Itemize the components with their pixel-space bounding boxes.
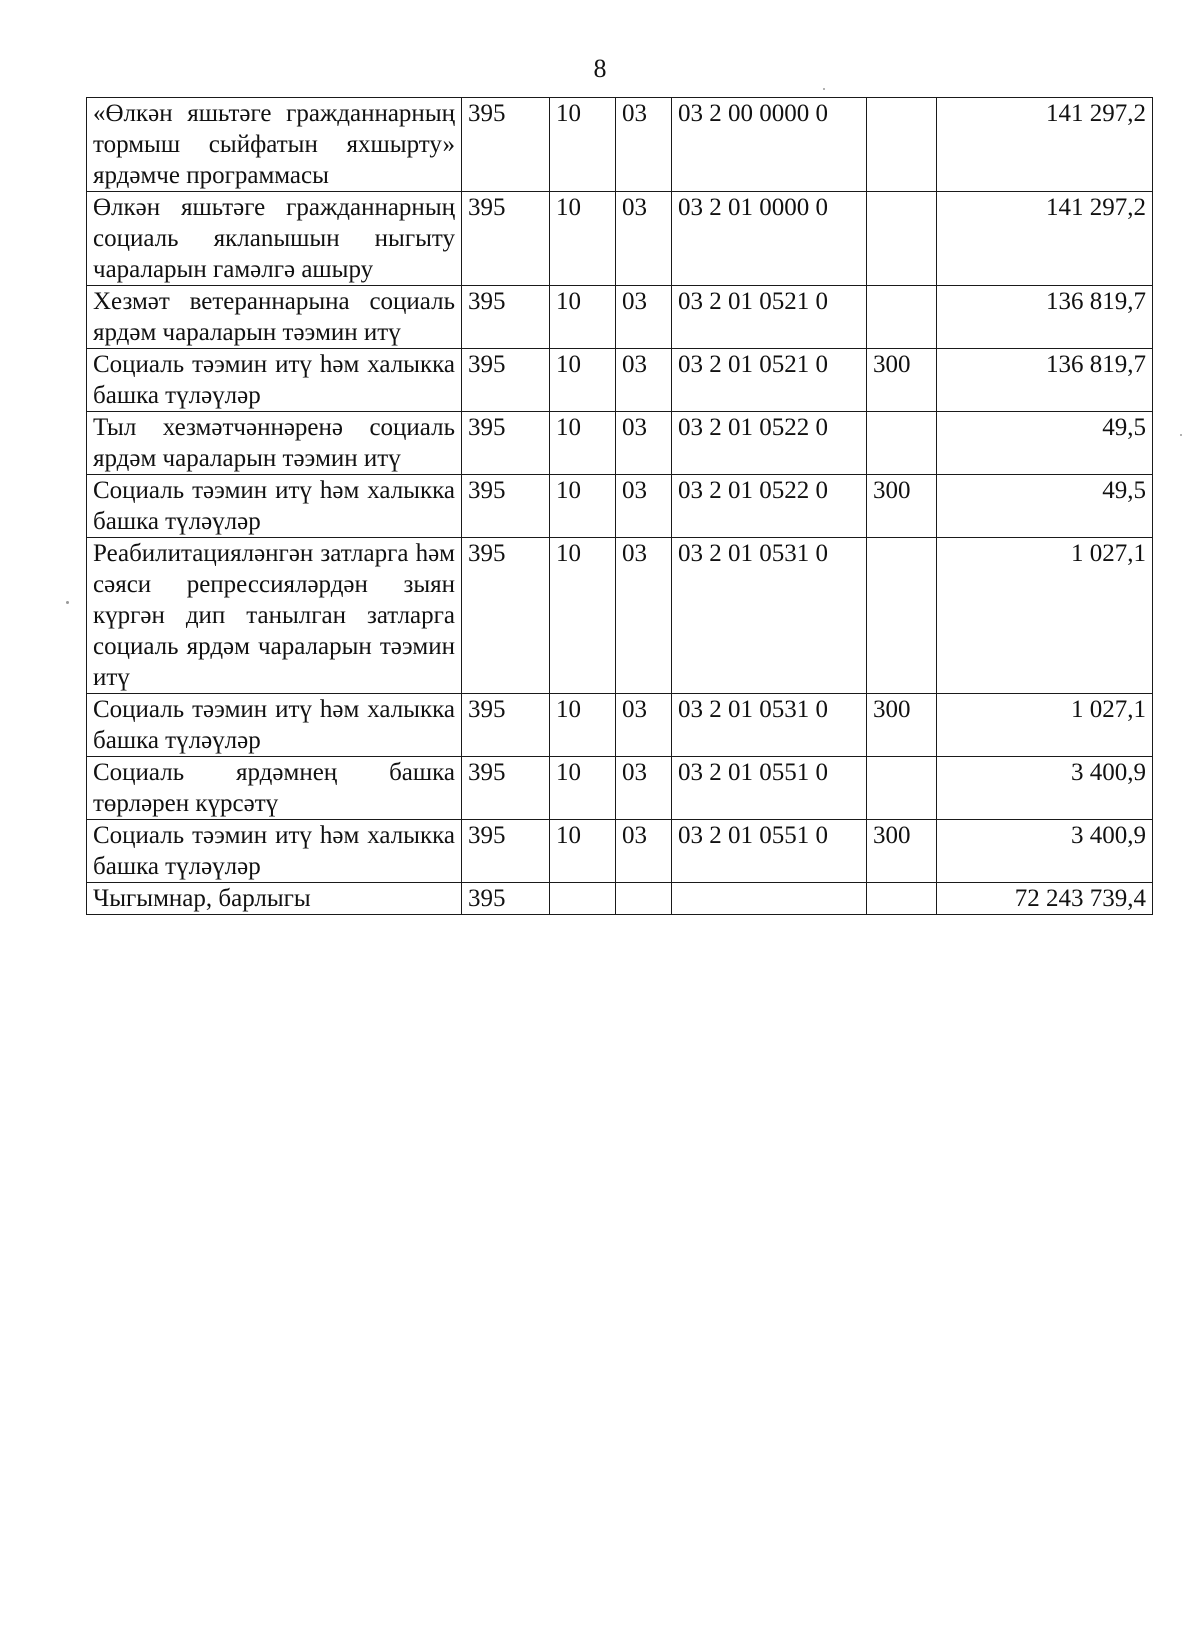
row-vedomstvo: 395 [462,820,550,883]
total-expense-type [867,883,937,915]
page-number: 8 [593,54,607,83]
row-name: Социаль ярдәмнең башка төрләрен күрсәтү [87,757,462,820]
table-row [87,98,1153,192]
total-razdel [550,883,616,915]
row-amount: 3 400,9 [937,820,1153,883]
row-target-code: 03 2 01 0521 0 [672,286,867,349]
row-vedomstvo: 395 [462,412,550,475]
row-razdel: 10 [550,820,616,883]
total-vedomstvo: 395 [462,883,550,915]
row-name: Хезмәт ветераннарына социаль ярдәм чараларын тәэмин итү [87,286,462,349]
row-podrazdel: 03 [616,286,672,349]
row-razdel: 10 [550,475,616,538]
row-podrazdel: 03 [616,475,672,538]
row-expense-type: 300 [867,694,937,757]
row-target-code: 03 2 01 0521 0 [672,349,867,412]
row-expense-type [867,538,937,694]
row-razdel: 10 [550,192,616,286]
row-target-code: 03 2 01 0531 0 [672,694,867,757]
row-podrazdel: 03 [616,694,672,757]
scan-speck [823,88,825,90]
row-vedomstvo: 395 [462,538,550,694]
row-name: Реабилитацияләнгән затларга һәм сәяси репрессияләрдән зыян күргән дип танылган затларга социаль ярдәм чараларын тәэмин итү [87,538,462,694]
row-vedomstvo: 395 [462,757,550,820]
row-razdel: 10 [550,694,616,757]
row-podrazdel: 03 [616,820,672,883]
row-name: Өлкән яшьтәге гражданнарның социаль яклanышын ныгыту чараларын гамәлгә ашыру [87,192,462,286]
row-amount: 3 400,9 [937,757,1153,820]
row-razdel: 10 [550,349,616,412]
row-vedomstvo: 395 [462,694,550,757]
row-expense-type [867,412,937,475]
row-razdel: 10 [550,538,616,694]
row-amount: 49,5 [937,475,1153,538]
scan-speck [66,601,69,604]
row-vedomstvo: 395 [462,475,550,538]
row-expense-type [867,757,937,820]
row-expense-type [867,192,937,286]
row-target-code: 03 2 01 0551 0 [672,820,867,883]
table-row [87,538,1153,694]
row-vedomstvo: 395 [462,349,550,412]
row-expense-type: 300 [867,820,937,883]
table-row [87,286,1153,349]
row-target-code: 03 2 00 0000 0 [672,98,867,192]
row-amount: 136 819,7 [937,349,1153,412]
row-razdel: 10 [550,286,616,349]
row-name: Социаль тәэмин итү һәм халыкка башка түләүләр [87,349,462,412]
total-amount: 72 243 739,4 [937,883,1153,915]
row-podrazdel: 03 [616,98,672,192]
row-expense-type [867,98,937,192]
row-expense-type: 300 [867,349,937,412]
row-vedomstvo: 395 [462,192,550,286]
row-name: Социаль тәэмин итү һәм халыкка башка түләүләр [87,694,462,757]
row-amount: 141 297,2 [937,192,1153,286]
table-row [87,475,1153,538]
row-podrazdel: 03 [616,538,672,694]
table-row [87,412,1153,475]
total-podrazdel [616,883,672,915]
scan-speck [1180,434,1182,436]
row-target-code: 03 2 01 0522 0 [672,475,867,538]
row-podrazdel: 03 [616,349,672,412]
row-target-code: 03 2 01 0531 0 [672,538,867,694]
row-vedomstvo: 395 [462,286,550,349]
table-row [87,349,1153,412]
row-podrazdel: 03 [616,412,672,475]
total-target-code [672,883,867,915]
budget-table [86,97,1153,915]
table-row [87,192,1153,286]
row-amount: 1 027,1 [937,538,1153,694]
total-label: Чыгымнар, барлыгы [87,883,462,915]
row-name: Тыл хезмәтчәннәренә социаль ярдәм чараларын тәэмин итү [87,412,462,475]
row-expense-type [867,286,937,349]
row-target-code: 03 2 01 0522 0 [672,412,867,475]
row-name: Социаль тәэмин итү һәм халыкка башка түләүләр [87,820,462,883]
row-vedomstvo: 395 [462,98,550,192]
row-target-code: 03 2 01 0000 0 [672,192,867,286]
row-name: «Өлкән яшьтәге гражданнарның тормыш сыйфатын яхшырту» ярдәмче программасы [87,98,462,192]
row-amount: 136 819,7 [937,286,1153,349]
table-row [87,757,1153,820]
table-row [87,694,1153,757]
row-podrazdel: 03 [616,192,672,286]
row-amount: 49,5 [937,412,1153,475]
total-row [87,883,1153,915]
row-amount: 1 027,1 [937,694,1153,757]
row-razdel: 10 [550,757,616,820]
row-podrazdel: 03 [616,757,672,820]
table-row [87,820,1153,883]
row-amount: 141 297,2 [937,98,1153,192]
row-target-code: 03 2 01 0551 0 [672,757,867,820]
row-name: Социаль тәэмин итү һәм халыкка башка түләүләр [87,475,462,538]
row-expense-type: 300 [867,475,937,538]
row-razdel: 10 [550,98,616,192]
row-razdel: 10 [550,412,616,475]
